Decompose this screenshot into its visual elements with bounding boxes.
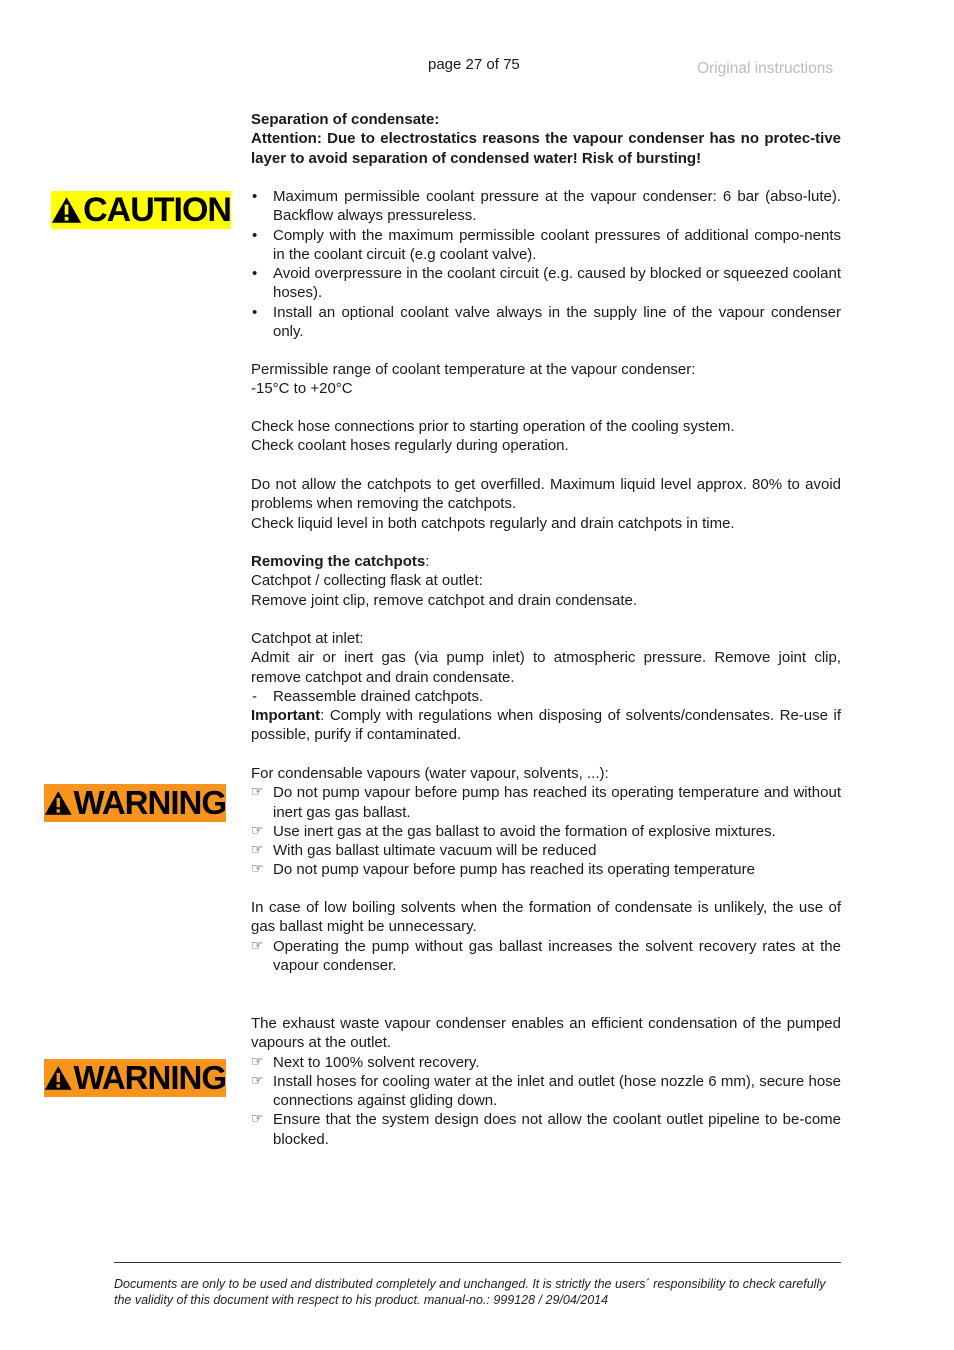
hose-check-note: Check hose connections prior to starting operation of the cooling system. Check coolant hoses regularly during operation.: [251, 418, 735, 455]
overfill-note: Do not allow the catchpots to get overfilled. Maximum liquid level approx. 80% to avoid problems when removing the catchpots. Check liquid level in both catchpots regularly and drain catchpots in time.: [251, 476, 841, 532]
document-type-label: Original instructions: [697, 60, 834, 77]
list-item: ☞ Operating the pump without gas ballast increases the solvent recovery rates at the vapour condenser.: [251, 937, 841, 974]
hazard-triangle-icon: [51, 195, 82, 225]
coolant-pressure-list-block: [251, 187, 841, 341]
hazard-triangle-icon: [44, 789, 73, 817]
attention-note: Attention: Due to electrostatics reasons the vapour condenser has no protec-tive layer to avoid separation of condensed water! Risk of bursting!: [251, 130, 841, 167]
coolant-pressure-list: [251, 187, 841, 341]
warning-sign-vapours: [44, 784, 226, 822]
page-number: page 27 of 75: [428, 56, 520, 73]
list-item: ☞ Next to 100% solvent recovery.: [251, 1053, 480, 1071]
list-item: • Install an optional coolant valve always in the supply line of the vapour condenser only.: [252, 303, 841, 341]
list-item: ☞ With gas ballast ultimate vacuum will be reduced: [251, 842, 597, 860]
warning-sign-label: WARNING: [73, 784, 226, 821]
exhaust-list: [251, 1053, 841, 1149]
list-item: • Avoid overpressure in the coolant circuit (e.g. caused by blocked or squeezed coolant hoses).: [252, 265, 841, 302]
hazard-triangle-icon: [44, 1064, 73, 1092]
reassemble-list: [251, 687, 841, 706]
list-item: ☞ Do not pump vapour before pump has reached its operating temperature and without inert gas gas ballast.: [251, 784, 841, 821]
temperature-range: Permissible range of coolant temperature at the vapour condenser: -15°C to +20°C: [251, 361, 696, 398]
removing-catchpots-section: Removing the catchpots: Catchpot / collecting flask at outlet: Remove joint clip, remove catchpot and drain condensate.: [251, 552, 841, 610]
warning-sign-exhaust: [44, 1059, 226, 1097]
section-heading: Separation of condensate:: [251, 111, 440, 128]
caution-sign: [51, 191, 231, 229]
list-item: ☞ Use inert gas at the gas ballast to avoid the formation of explosive mixtures.: [251, 822, 776, 840]
condensate-section: [251, 110, 841, 168]
inlet-catchpot-block: Catchpot at inlet: Admit air or inert gas (via pump inlet) to atmospheric pressure. Remove joint clip, remove catchpot and drain condensate. - Reassemble drained catchpots. Important: Comply with regulations when disposing of solvents/condensates. Re-use if possible, purify if contaminated.: [251, 630, 841, 744]
footer-divider: [114, 1262, 841, 1263]
section-heading: Removing the catchpots:: [251, 553, 430, 570]
exhaust-condenser-block: The exhaust waste vapour condenser enables an efficient condensation of the pumped vapours at the outlet. ☞ Next to 100% solvent recovery. ☞ Install hoses for cooling water at the inlet and outlet (hose nozzle 6 mm), secure hose connections against gliding down. ☞ Ensure that the system design does not allow the coolant outlet pipeline to be-come blocked.: [251, 1015, 841, 1148]
low-boiling-solvents-block: In case of low boiling solvents when the formation of condensate is unlikely, the use of gas ballast might be unnecessary. ☞ Operating the pump without gas ballast increases the solvent recovery rates at the vapour condenser.: [251, 899, 841, 974]
footer-disclaimer: Documents are only to be used and distributed completely and unchanged. It is strictly the users´ responsibility to check carefully the validity of this document with respect to his product. manual-no.: 999128 / 29/04/2014: [114, 1277, 826, 1307]
list-item: ☞ Install hoses for cooling water at the inlet and outlet (hose nozzle 6 mm), secure hose connections against gliding down.: [251, 1072, 841, 1110]
list-item: ☞ Do not pump vapour before pump has reached its operating temperature: [251, 861, 755, 879]
caution-sign-label: CAUTION: [83, 190, 231, 229]
important-note: Important: Comply with regulations when disposing of solvents/condensates. Re-use if possible, purify if contaminated.: [251, 707, 841, 744]
condensable-vapours-block: For condensable vapours (water vapour, solvents, ...): ☞ Do not pump vapour before pump has reached its operating temperature and without inert gas gas ballast. ☞ Use inert gas at the gas ballast to avoid the formation of explosive mixtures. ☞ With gas ballast ultimate vacuum will be reduced ☞ Do not pump vapour before pump has reached its operating temperature: [251, 765, 841, 879]
warning-sign-label: WARNING: [73, 1059, 226, 1096]
list-item: • Comply with the maximum permissible coolant pressures of additional compo-nents in the coolant circuit (e.g coolant valve).: [252, 226, 841, 263]
list-item: - Reassemble drained catchpots.: [252, 687, 484, 705]
vapour-instructions-list: [251, 783, 841, 879]
low-boiling-list: [251, 937, 841, 976]
list-item: ☞ Ensure that the system design does not allow the coolant outlet pipeline to be-come blocked.: [251, 1111, 841, 1148]
list-item: • Maximum permissible coolant pressure at the vapour condenser: 6 bar (abso-lute). Backflow always pressureless.: [252, 188, 841, 225]
